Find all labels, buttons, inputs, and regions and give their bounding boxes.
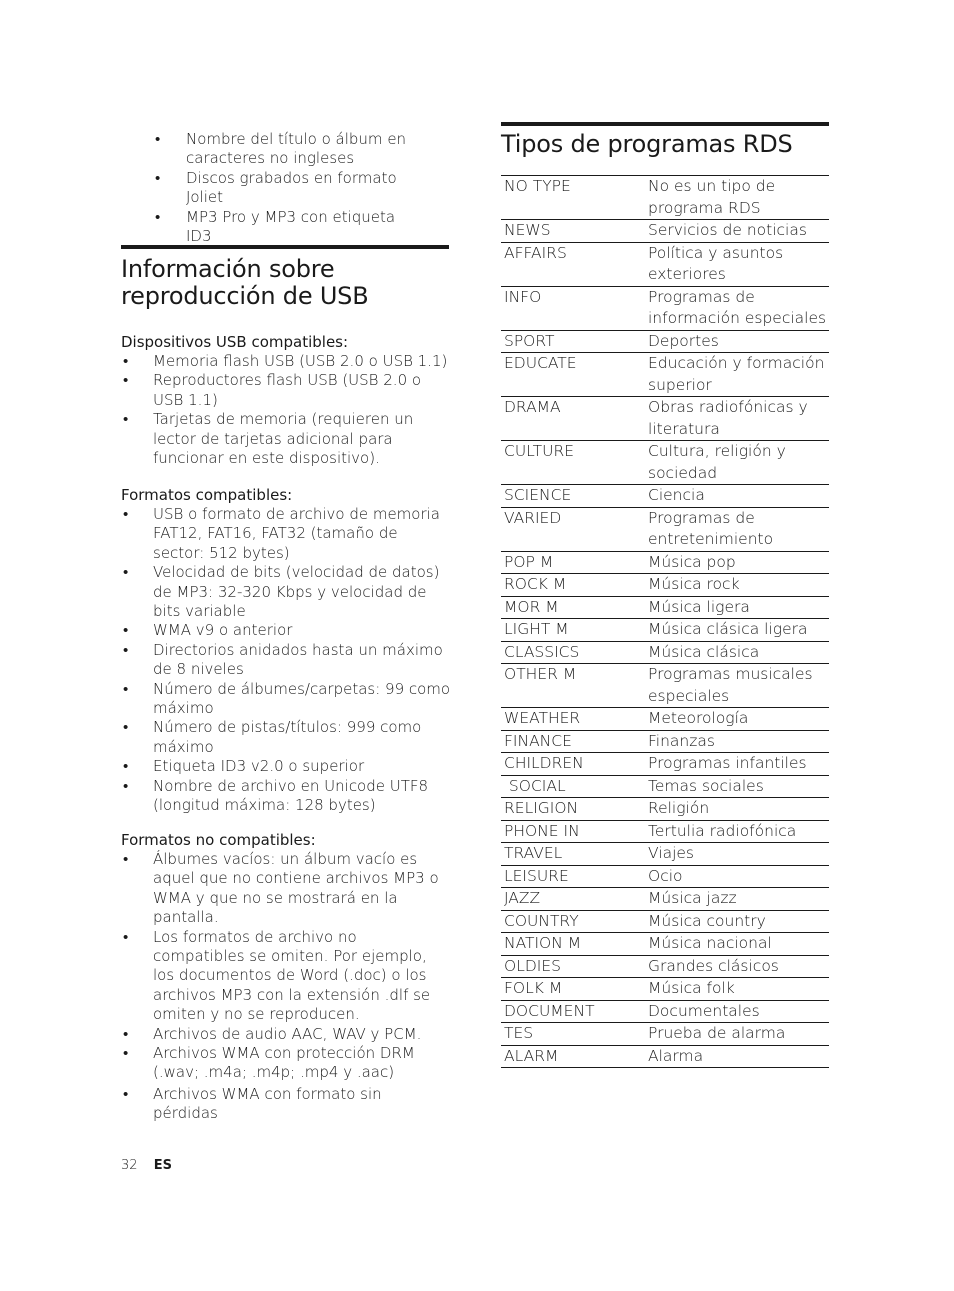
rds-description-cell: Ocio [645, 865, 829, 888]
formats-list [121, 505, 451, 816]
rds-description-cell: Cultura, religión y sociedad [645, 441, 829, 485]
list-item: • Reproductores flash USB (USB 2.0 o USB 1.1) [121, 371, 451, 410]
usb-heading-line1: Información sobre [121, 255, 335, 283]
rds-description-cell: Música ligera [645, 596, 829, 619]
rds-code-cell: FINANCE [501, 730, 645, 753]
usb-heading-line2: reproducción de USB [121, 282, 369, 310]
section-rule [121, 245, 449, 249]
section-rule [501, 122, 829, 126]
list-item: • Archivos de audio AAC, WAV y PCM. [121, 1025, 451, 1044]
rds-code-cell: CLASSICS [501, 641, 645, 664]
rds-code-cell: AFFAIRS [501, 242, 645, 286]
table-row [501, 843, 829, 866]
list-item: • Los formatos de archivo no compatibles se omiten. Por ejemplo, los documentos de Word (.doc) o los archivos MP3 con la extensión .dlf se omiten y no se reproducen. [121, 928, 451, 1025]
rds-table [501, 175, 829, 1068]
rds-code-cell: NATION M [501, 933, 645, 956]
table-row [501, 730, 829, 753]
rds-description-cell: Religión [645, 798, 829, 821]
list-item: • MP3 Pro y MP3 con etiqueta ID3 [153, 208, 423, 247]
table-row [501, 507, 829, 551]
rds-code-cell: LEISURE [501, 865, 645, 888]
rds-description-cell: Educación y formación superior [645, 353, 829, 397]
table-row [501, 1045, 829, 1068]
table-row [501, 820, 829, 843]
table-row [501, 596, 829, 619]
continued-bullet-list [153, 130, 423, 246]
list-item: • Directorios anidados hasta un máximo de 8 niveles [121, 641, 451, 680]
rds-description-cell: Deportes [645, 330, 829, 353]
rds-code-cell: NO TYPE [501, 176, 645, 220]
rds-description-cell: Programas de entretenimiento [645, 507, 829, 551]
table-row [501, 708, 829, 731]
list-item: • Nombre de archivo en Unicode UTF8 (longitud máxima: 128 bytes) [121, 777, 451, 816]
rds-description-cell: Programas musicales especiales [645, 664, 829, 708]
table-row [501, 574, 829, 597]
rds-description-cell: Prueba de alarma [645, 1023, 829, 1046]
page-number: 32 [121, 1158, 138, 1173]
table-row [501, 933, 829, 956]
rds-description-cell: Viajes [645, 843, 829, 866]
rds-code-cell: RELIGION [501, 798, 645, 821]
rds-code-cell: ROCK M [501, 574, 645, 597]
table-row [501, 551, 829, 574]
table-row [501, 176, 829, 220]
rds-description-cell: Ciencia [645, 485, 829, 508]
table-row [501, 753, 829, 776]
unsupported-title: Formatos no compatibles: [121, 831, 316, 849]
table-row [501, 888, 829, 911]
list-item: • Álbumes vacíos: un álbum vacío es aquel que no contiene archivos MP3 o WMA y que no se mostrará en la pantalla. [121, 850, 451, 928]
formats-title: Formatos compatibles: [121, 486, 293, 504]
table-row [501, 798, 829, 821]
rds-description-cell: Música country [645, 910, 829, 933]
table-row [501, 955, 829, 978]
table-row [501, 1000, 829, 1023]
rds-description-cell: Programas infantiles [645, 753, 829, 776]
rds-code-cell: MOR M [501, 596, 645, 619]
list-item: • Velocidad de bits (velocidad de datos) de MP3: 32-320 Kbps y velocidad de bits variable [121, 563, 451, 621]
list-item: • Tarjetas de memoria (requieren un lector de tarjetas adicional para funcionar en este dispositivo). [121, 410, 451, 468]
language-code: ES [153, 1158, 172, 1173]
rds-code-cell: CHILDREN [501, 753, 645, 776]
page-footer [121, 1158, 172, 1173]
table-row [501, 353, 829, 397]
rds-description-cell: Finanzas [645, 730, 829, 753]
unsupported-block [121, 831, 451, 1124]
rds-code-cell: WEATHER [501, 708, 645, 731]
usb-devices-block [121, 333, 451, 468]
rds-code-cell: DRAMA [501, 397, 645, 441]
table-row [501, 220, 829, 243]
rds-heading: Tipos de programas RDS [501, 130, 793, 158]
rds-code-cell: SPORT [501, 330, 645, 353]
list-item: • WMA v9 o anterior [121, 621, 451, 640]
table-row [501, 910, 829, 933]
list-item: • Archivos WMA con protección DRM (.wav; .m4a; .m4p; .mp4 y .aac) [121, 1044, 451, 1083]
rds-code-cell: OTHER M [501, 664, 645, 708]
rds-code-cell: NEWS [501, 220, 645, 243]
table-row [501, 978, 829, 1001]
devices-list [121, 352, 451, 468]
rds-description-cell: Música jazz [645, 888, 829, 911]
formats-block [121, 486, 451, 816]
rds-code-cell: POP M [501, 551, 645, 574]
rds-code-cell: SCIENCE [501, 485, 645, 508]
rds-code-cell: ALARM [501, 1045, 645, 1068]
table-row [501, 865, 829, 888]
rds-code-cell: OLDIES [501, 955, 645, 978]
list-item: • Discos grabados en formato Joliet [153, 169, 423, 208]
rds-description-cell: No es un tipo de programa RDS [645, 176, 829, 220]
rds-description-cell: Música clásica ligera [645, 619, 829, 642]
rds-description-cell: Música folk [645, 978, 829, 1001]
rds-description-cell: Música clásica [645, 641, 829, 664]
table-row [501, 1023, 829, 1046]
rds-description-cell: Programas de información especiales [645, 286, 829, 330]
table-row [501, 664, 829, 708]
list-item: • Número de álbumes/carpetas: 99 como máximo [121, 680, 451, 719]
usb-heading [121, 256, 451, 310]
table-row [501, 641, 829, 664]
rds-description-cell: Alarma [645, 1045, 829, 1068]
rds-description-cell: Temas sociales [645, 775, 829, 798]
list-item: • Archivos WMA con formato sin pérdidas [121, 1085, 451, 1124]
table-row [501, 775, 829, 798]
rds-description-cell: Música nacional [645, 933, 829, 956]
unsupported-list [121, 850, 451, 1124]
rds-description-cell: Música rock [645, 574, 829, 597]
rds-description-cell: Servicios de noticias [645, 220, 829, 243]
table-row [501, 330, 829, 353]
table-row [501, 242, 829, 286]
rds-code-cell: LIGHT M [501, 619, 645, 642]
rds-code-cell: INFO [501, 286, 645, 330]
rds-description-cell: Documentales [645, 1000, 829, 1023]
rds-code-cell: SOCIAL [501, 775, 645, 798]
rds-description-cell: Grandes clásicos [645, 955, 829, 978]
list-item: • USB o formato de archivo de memoria FAT12, FAT16, FAT32 (tamaño de sector: 512 bytes) [121, 505, 451, 563]
table-row [501, 485, 829, 508]
devices-title: Dispositivos USB compatibles: [121, 333, 349, 351]
table-row [501, 619, 829, 642]
table-row [501, 286, 829, 330]
rds-description-cell: Política y asuntos exteriores [645, 242, 829, 286]
rds-description-cell: Tertulia radiofónica [645, 820, 829, 843]
rds-description-cell: Obras radiofónicas y literatura [645, 397, 829, 441]
rds-code-cell: TES [501, 1023, 645, 1046]
rds-code-cell: EDUCATE [501, 353, 645, 397]
rds-code-cell: TRAVEL [501, 843, 645, 866]
rds-code-cell: PHONE IN [501, 820, 645, 843]
list-item: • Etiqueta ID3 v2.0 o superior [121, 757, 451, 776]
table-row [501, 397, 829, 441]
list-item: • Nombre del título o álbum en caracteres no ingleses [153, 130, 423, 169]
rds-description-cell: Música pop [645, 551, 829, 574]
rds-code-cell: DOCUMENT [501, 1000, 645, 1023]
rds-code-cell: COUNTRY [501, 910, 645, 933]
table-row [501, 441, 829, 485]
rds-description-cell: Meteorología [645, 708, 829, 731]
rds-code-cell: CULTURE [501, 441, 645, 485]
list-item: • Número de pistas/títulos: 999 como máximo [121, 718, 451, 757]
list-item: • Memoria flash USB (USB 2.0 o USB 1.1) [121, 352, 451, 371]
rds-code-cell: VARIED [501, 507, 645, 551]
rds-code-cell: FOLK M [501, 978, 645, 1001]
rds-code-cell: JAZZ [501, 888, 645, 911]
